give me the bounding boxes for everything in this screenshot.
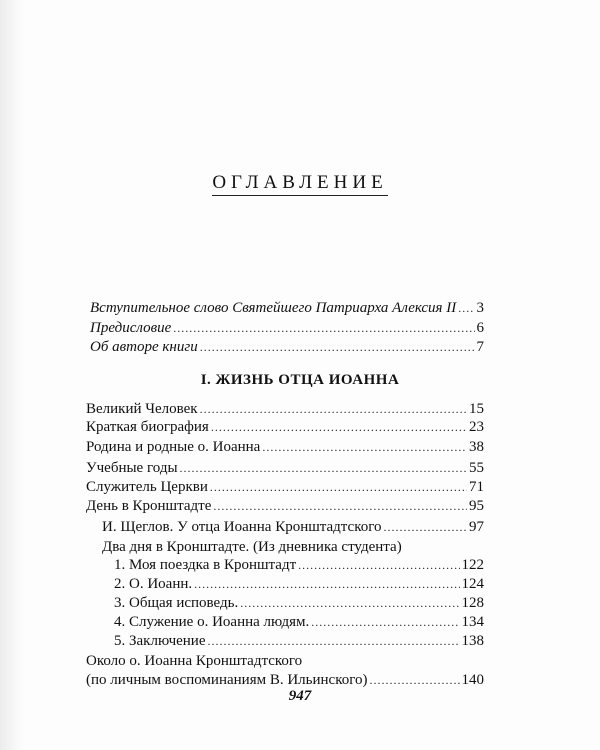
toc-entry-page: 7	[476, 339, 484, 355]
dot-leader	[311, 612, 459, 632]
toc-entry-page: 15	[469, 401, 484, 417]
toc-entry-intro-word[interactable]	[90, 298, 484, 318]
toc-entry-diary-item[interactable]	[114, 555, 484, 575]
toc-entry-page: 122	[461, 557, 484, 573]
toc-entry-about-author[interactable]	[90, 337, 484, 357]
toc-entry-chapter[interactable]	[86, 477, 484, 497]
page-title-text: ОГЛАВЛЕНИЕ	[212, 172, 387, 196]
toc-entry-label: 3. Общая исповедь.	[114, 595, 239, 611]
toc-entry-diary-item[interactable]	[114, 574, 484, 594]
toc-entry-label: Учебные годы	[86, 460, 178, 476]
toc-entry-page: 3	[476, 300, 484, 316]
toc-entry-page: 38	[469, 439, 484, 455]
dot-leader	[298, 555, 459, 575]
toc-entry-last-line2[interactable]	[86, 670, 484, 690]
toc-entry-label: Вступительное слово Святейшего Патриарха Алексия II	[90, 300, 457, 316]
toc-entry-diary-item[interactable]	[114, 612, 484, 632]
toc-entry-chapter[interactable]	[86, 496, 484, 516]
toc-entry-page: 97	[469, 519, 484, 535]
dot-leader	[262, 437, 467, 457]
toc-entry-label: 5. Заключение	[114, 633, 206, 649]
toc-entry-page: 71	[469, 479, 484, 495]
dot-leader	[200, 337, 475, 357]
dot-leader	[173, 318, 474, 338]
toc-entry-label: Родина и родные о. Иоанна	[86, 439, 261, 455]
section-heading: I. ЖИЗНЬ ОТЦА ИОАННА	[200, 372, 400, 388]
dot-leader	[208, 631, 460, 651]
toc-entry-preface[interactable]	[90, 318, 484, 338]
toc-entry-label: Краткая биография	[86, 419, 209, 435]
toc-entry-label: 4. Служение о. Иоанна людям.	[114, 614, 310, 630]
toc-entry-page: 6	[476, 320, 484, 336]
toc-entry-page: 23	[469, 419, 484, 435]
dot-leader	[194, 574, 459, 594]
dot-leader	[458, 298, 474, 318]
page-title	[0, 172, 600, 196]
dot-leader	[211, 417, 467, 437]
toc-entry-diary-item[interactable]	[114, 593, 484, 613]
toc-entry-label: Предисловие	[90, 320, 172, 336]
dot-leader	[213, 496, 467, 516]
toc-entry-page: 140	[461, 672, 484, 688]
toc-entry-subchapter[interactable]	[102, 517, 484, 537]
toc-entry-label: 1. Моя поездка в Кронштадт	[114, 557, 297, 573]
dot-leader	[384, 517, 467, 537]
toc-entry-page: 134	[461, 614, 484, 630]
toc-entry-page: 95	[469, 498, 484, 514]
toc-entry-label: Об авторе книги	[90, 339, 198, 355]
toc-entry-label: (по личным воспоминаниям В. Ильинского)	[86, 672, 368, 688]
toc-entry-diary-item[interactable]	[114, 631, 484, 651]
dot-leader	[180, 458, 467, 478]
toc-entry-label: Великий Человек	[86, 401, 198, 417]
toc-entry-page: 138	[461, 633, 484, 649]
toc-entry-page: 55	[469, 460, 484, 476]
toc-entry-label: Служитель Церкви	[86, 479, 208, 495]
dot-leader	[210, 477, 467, 497]
toc-entry-chapter[interactable]	[86, 399, 484, 419]
toc-entry-label: И. Щеглов. У отца Иоанна Кронштадтского	[102, 519, 382, 535]
toc-entry-last-line1[interactable]: Около о. Иоанна Кронштадтского	[86, 653, 303, 669]
toc-entry-label: 2. О. Иоанн.	[114, 576, 193, 592]
toc-entry-chapter[interactable]	[86, 417, 484, 437]
toc-entry-page: 124	[461, 576, 484, 592]
dot-leader	[240, 593, 459, 613]
dot-leader	[370, 670, 460, 690]
toc-entry-page: 128	[461, 595, 484, 611]
toc-entry-chapter[interactable]	[86, 458, 484, 478]
toc-entry-label: День в Кронштадте	[86, 498, 212, 514]
toc-entry-chapter[interactable]	[86, 437, 484, 457]
diary-heading: Два дня в Кронштадте. (Из дневника студента)	[102, 539, 402, 555]
dot-leader	[200, 399, 467, 419]
page-number: 947	[288, 688, 312, 704]
